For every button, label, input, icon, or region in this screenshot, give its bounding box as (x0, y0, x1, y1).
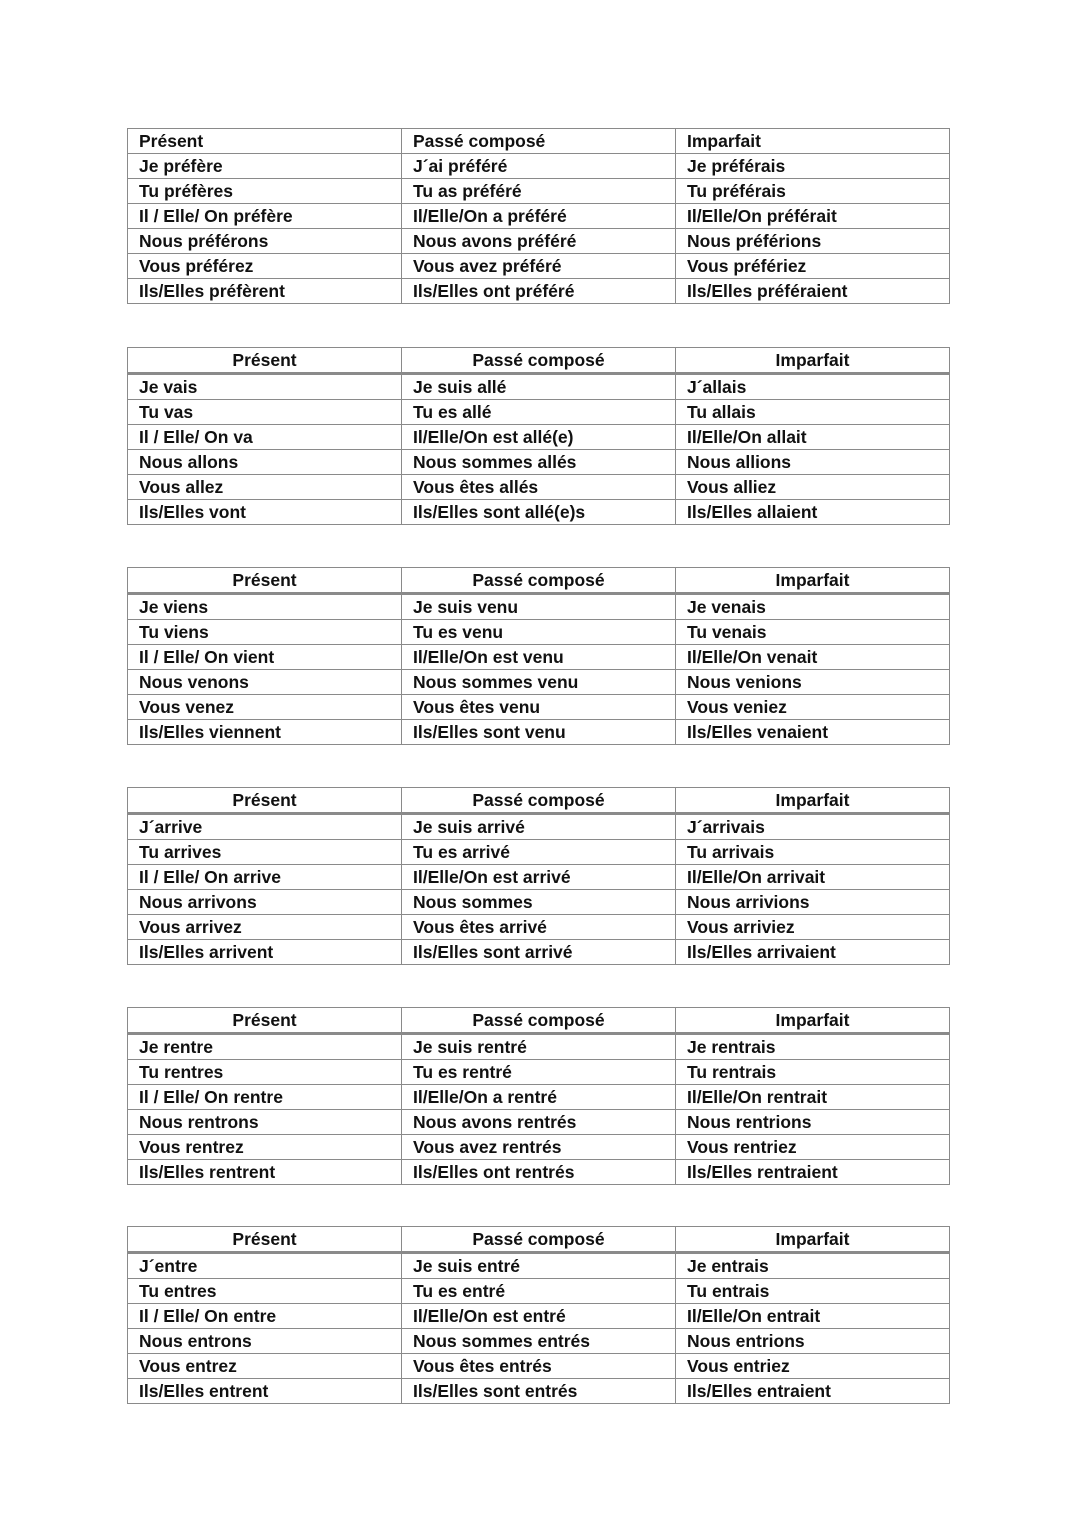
table-cell: Tu rentres (128, 1060, 402, 1085)
header-imparfait: Imparfait (676, 1227, 950, 1253)
table-cell: Ils/Elles arrivent (128, 940, 402, 965)
header-present: Présent (128, 788, 402, 814)
table-row (128, 450, 950, 475)
table-cell: Vous arrivez (128, 915, 402, 940)
table-cell: Ils/Elles vont (128, 500, 402, 525)
table-cell: Je venais (676, 594, 950, 620)
table-row (128, 279, 950, 304)
table-row (128, 254, 950, 279)
table-cell: Tu es allé (402, 400, 676, 425)
header-imparfait: Imparfait (676, 568, 950, 594)
conjugation-table-entrer (127, 1226, 950, 1404)
table-cell: Tu entrais (676, 1279, 950, 1304)
table-row (128, 475, 950, 500)
table-cell: Nous allons (128, 450, 402, 475)
table-cell: J´arrive (128, 814, 402, 840)
table-cell: Je suis venu (402, 594, 676, 620)
table-row (128, 1160, 950, 1185)
table-row (128, 620, 950, 645)
table-row (128, 229, 950, 254)
table-row (128, 1354, 950, 1379)
table-cell: Vous rentriez (676, 1135, 950, 1160)
table-row (128, 720, 950, 745)
table-cell: Nous préférons (128, 229, 402, 254)
table-cell: Il/Elle/On venait (676, 645, 950, 670)
table-cell: J´arrivais (676, 814, 950, 840)
table-row (128, 1279, 950, 1304)
table-cell: Nous sommes venu (402, 670, 676, 695)
table-cell: Vous venez (128, 695, 402, 720)
table-cell: Vous avez préféré (402, 254, 676, 279)
table-cell: Ils/Elles sont arrivé (402, 940, 676, 965)
table-cell: J´ai préféré (402, 154, 676, 179)
table-cell: Il/Elle/On préférait (676, 204, 950, 229)
table-cell: Ils/Elles allaient (676, 500, 950, 525)
table-cell: Nous entrons (128, 1329, 402, 1354)
table-row (128, 204, 950, 229)
table-cell: Je rentre (128, 1034, 402, 1060)
table-cell: Ils/Elles sont entrés (402, 1379, 676, 1404)
header-imparfait: Imparfait (676, 1008, 950, 1034)
table-header-row (128, 348, 950, 374)
table-cell: Vous préfériez (676, 254, 950, 279)
table-row (128, 670, 950, 695)
table-header-row (128, 568, 950, 594)
header-present: Présent (128, 1008, 402, 1034)
table-row (128, 500, 950, 525)
table-cell: Tu venais (676, 620, 950, 645)
table-cell: Il/Elle/On est arrivé (402, 865, 676, 890)
table-cell: Nous avons préféré (402, 229, 676, 254)
table-cell: Ils/Elles sont venu (402, 720, 676, 745)
table-cell: Je préfère (128, 154, 402, 179)
table-cell: Je suis entré (402, 1253, 676, 1279)
table-cell: Il/Elle/On est allé(e) (402, 425, 676, 450)
table-cell: Ils/Elles préfèrent (128, 279, 402, 304)
table-cell: Vous êtes venu (402, 695, 676, 720)
table-cell: Tu vas (128, 400, 402, 425)
header-passe-compose: Passé composé (402, 788, 676, 814)
table-cell: Tu as préféré (402, 179, 676, 204)
conjugation-table-arriver (127, 787, 950, 965)
header-present: Présent (128, 1227, 402, 1253)
table-cell: Ils/Elles arrivaient (676, 940, 950, 965)
header-imparfait: Imparfait (676, 129, 950, 154)
table-cell: Il / Elle/ On entre (128, 1304, 402, 1329)
table-header-row (128, 788, 950, 814)
table-row (128, 814, 950, 840)
table-row (128, 1034, 950, 1060)
header-present: Présent (128, 568, 402, 594)
table-cell: Vous allez (128, 475, 402, 500)
header-passe-compose: Passé composé (402, 568, 676, 594)
table-cell: Il / Elle/ On vient (128, 645, 402, 670)
table-cell: Tu viens (128, 620, 402, 645)
table-cell: Il/Elle/On a rentré (402, 1085, 676, 1110)
table-cell: Ils/Elles ont préféré (402, 279, 676, 304)
table-cell: Ils/Elles préféraient (676, 279, 950, 304)
table-row (128, 425, 950, 450)
table-row (128, 400, 950, 425)
table-cell: Vous entrez (128, 1354, 402, 1379)
header-present: Présent (128, 348, 402, 374)
table-row (128, 594, 950, 620)
table-cell: Je vais (128, 374, 402, 400)
table-cell: Vous entriez (676, 1354, 950, 1379)
table-cell: Tu arrives (128, 840, 402, 865)
table-cell: Nous préférions (676, 229, 950, 254)
conjugation-table-preferer (127, 128, 950, 304)
table-cell: Il/Elle/On entrait (676, 1304, 950, 1329)
table-cell: Ils/Elles entrent (128, 1379, 402, 1404)
table-cell: Ils/Elles viennent (128, 720, 402, 745)
table-cell: Nous sommes entrés (402, 1329, 676, 1354)
table-row (128, 374, 950, 400)
table-cell: Nous entrions (676, 1329, 950, 1354)
table-row (128, 840, 950, 865)
table-cell: Tu entres (128, 1279, 402, 1304)
table-cell: Il/Elle/On est entré (402, 1304, 676, 1329)
table-cell: Nous arrivions (676, 890, 950, 915)
table-header-row (128, 129, 950, 154)
table-cell: Vous rentrez (128, 1135, 402, 1160)
table-cell: Il / Elle/ On préfère (128, 204, 402, 229)
table-cell: Il / Elle/ On arrive (128, 865, 402, 890)
table-cell: Je suis rentré (402, 1034, 676, 1060)
table-cell: Il / Elle/ On va (128, 425, 402, 450)
header-passe-compose: Passé composé (402, 1227, 676, 1253)
table-row (128, 865, 950, 890)
table-cell: Vous êtes arrivé (402, 915, 676, 940)
table-cell: Ils/Elles venaient (676, 720, 950, 745)
header-passe-compose: Passé composé (402, 348, 676, 374)
table-header-row (128, 1227, 950, 1253)
table-cell: Je rentrais (676, 1034, 950, 1060)
table-cell: Tu es venu (402, 620, 676, 645)
table-cell: Nous rentrons (128, 1110, 402, 1135)
table-cell: J´allais (676, 374, 950, 400)
table-row (128, 1379, 950, 1404)
table-cell: Nous sommes allés (402, 450, 676, 475)
table-row (128, 154, 950, 179)
table-row (128, 1135, 950, 1160)
table-cell: Vous avez rentrés (402, 1135, 676, 1160)
table-row (128, 645, 950, 670)
table-row (128, 1329, 950, 1354)
table-cell: Nous rentrions (676, 1110, 950, 1135)
table-cell: Je suis allé (402, 374, 676, 400)
table-cell: Nous venions (676, 670, 950, 695)
table-cell: Je entrais (676, 1253, 950, 1279)
table-cell: Tu allais (676, 400, 950, 425)
table-row (128, 695, 950, 720)
table-cell: Ils/Elles rentraient (676, 1160, 950, 1185)
table-cell: Ils/Elles ont rentrés (402, 1160, 676, 1185)
table-cell: Tu préférais (676, 179, 950, 204)
table-cell: Vous veniez (676, 695, 950, 720)
table-cell: Tu rentrais (676, 1060, 950, 1085)
table-cell: Tu es entré (402, 1279, 676, 1304)
table-row (128, 1253, 950, 1279)
table-cell: Il / Elle/ On rentre (128, 1085, 402, 1110)
table-cell: Tu es arrivé (402, 840, 676, 865)
table-row (128, 179, 950, 204)
conjugation-table-aller (127, 347, 950, 525)
table-cell: Il/Elle/On est venu (402, 645, 676, 670)
table-cell: Vous préférez (128, 254, 402, 279)
table-cell: Vous arriviez (676, 915, 950, 940)
table-cell: Il/Elle/On a préféré (402, 204, 676, 229)
table-cell: Tu arrivais (676, 840, 950, 865)
table-cell: Il/Elle/On rentrait (676, 1085, 950, 1110)
table-row (128, 890, 950, 915)
table-cell: Il/Elle/On allait (676, 425, 950, 450)
table-cell: Ils/Elles sont allé(e)s (402, 500, 676, 525)
table-cell: Tu préfères (128, 179, 402, 204)
table-row (128, 1110, 950, 1135)
table-cell: J´entre (128, 1253, 402, 1279)
table-cell: Tu es rentré (402, 1060, 676, 1085)
table-cell: Nous arrivons (128, 890, 402, 915)
header-imparfait: Imparfait (676, 348, 950, 374)
table-row (128, 915, 950, 940)
table-cell: Je viens (128, 594, 402, 620)
table-cell: Vous êtes entrés (402, 1354, 676, 1379)
table-cell: Nous allions (676, 450, 950, 475)
conjugation-table-rentrer (127, 1007, 950, 1185)
table-cell: Il/Elle/On arrivait (676, 865, 950, 890)
header-present: Présent (128, 129, 402, 154)
table-cell: Nous venons (128, 670, 402, 695)
table-cell: Nous sommes (402, 890, 676, 915)
conjugation-table-venir (127, 567, 950, 745)
table-header-row (128, 1008, 950, 1034)
table-cell: Ils/Elles entraient (676, 1379, 950, 1404)
table-cell: Je préférais (676, 154, 950, 179)
table-cell: Vous alliez (676, 475, 950, 500)
table-row (128, 1060, 950, 1085)
table-row (128, 1304, 950, 1329)
header-imparfait: Imparfait (676, 788, 950, 814)
table-cell: Vous êtes allés (402, 475, 676, 500)
table-cell: Nous avons rentrés (402, 1110, 676, 1135)
header-passe-compose: Passé composé (402, 129, 676, 154)
header-passe-compose: Passé composé (402, 1008, 676, 1034)
table-cell: Je suis arrivé (402, 814, 676, 840)
table-cell: Ils/Elles rentrent (128, 1160, 402, 1185)
table-row (128, 940, 950, 965)
table-row (128, 1085, 950, 1110)
